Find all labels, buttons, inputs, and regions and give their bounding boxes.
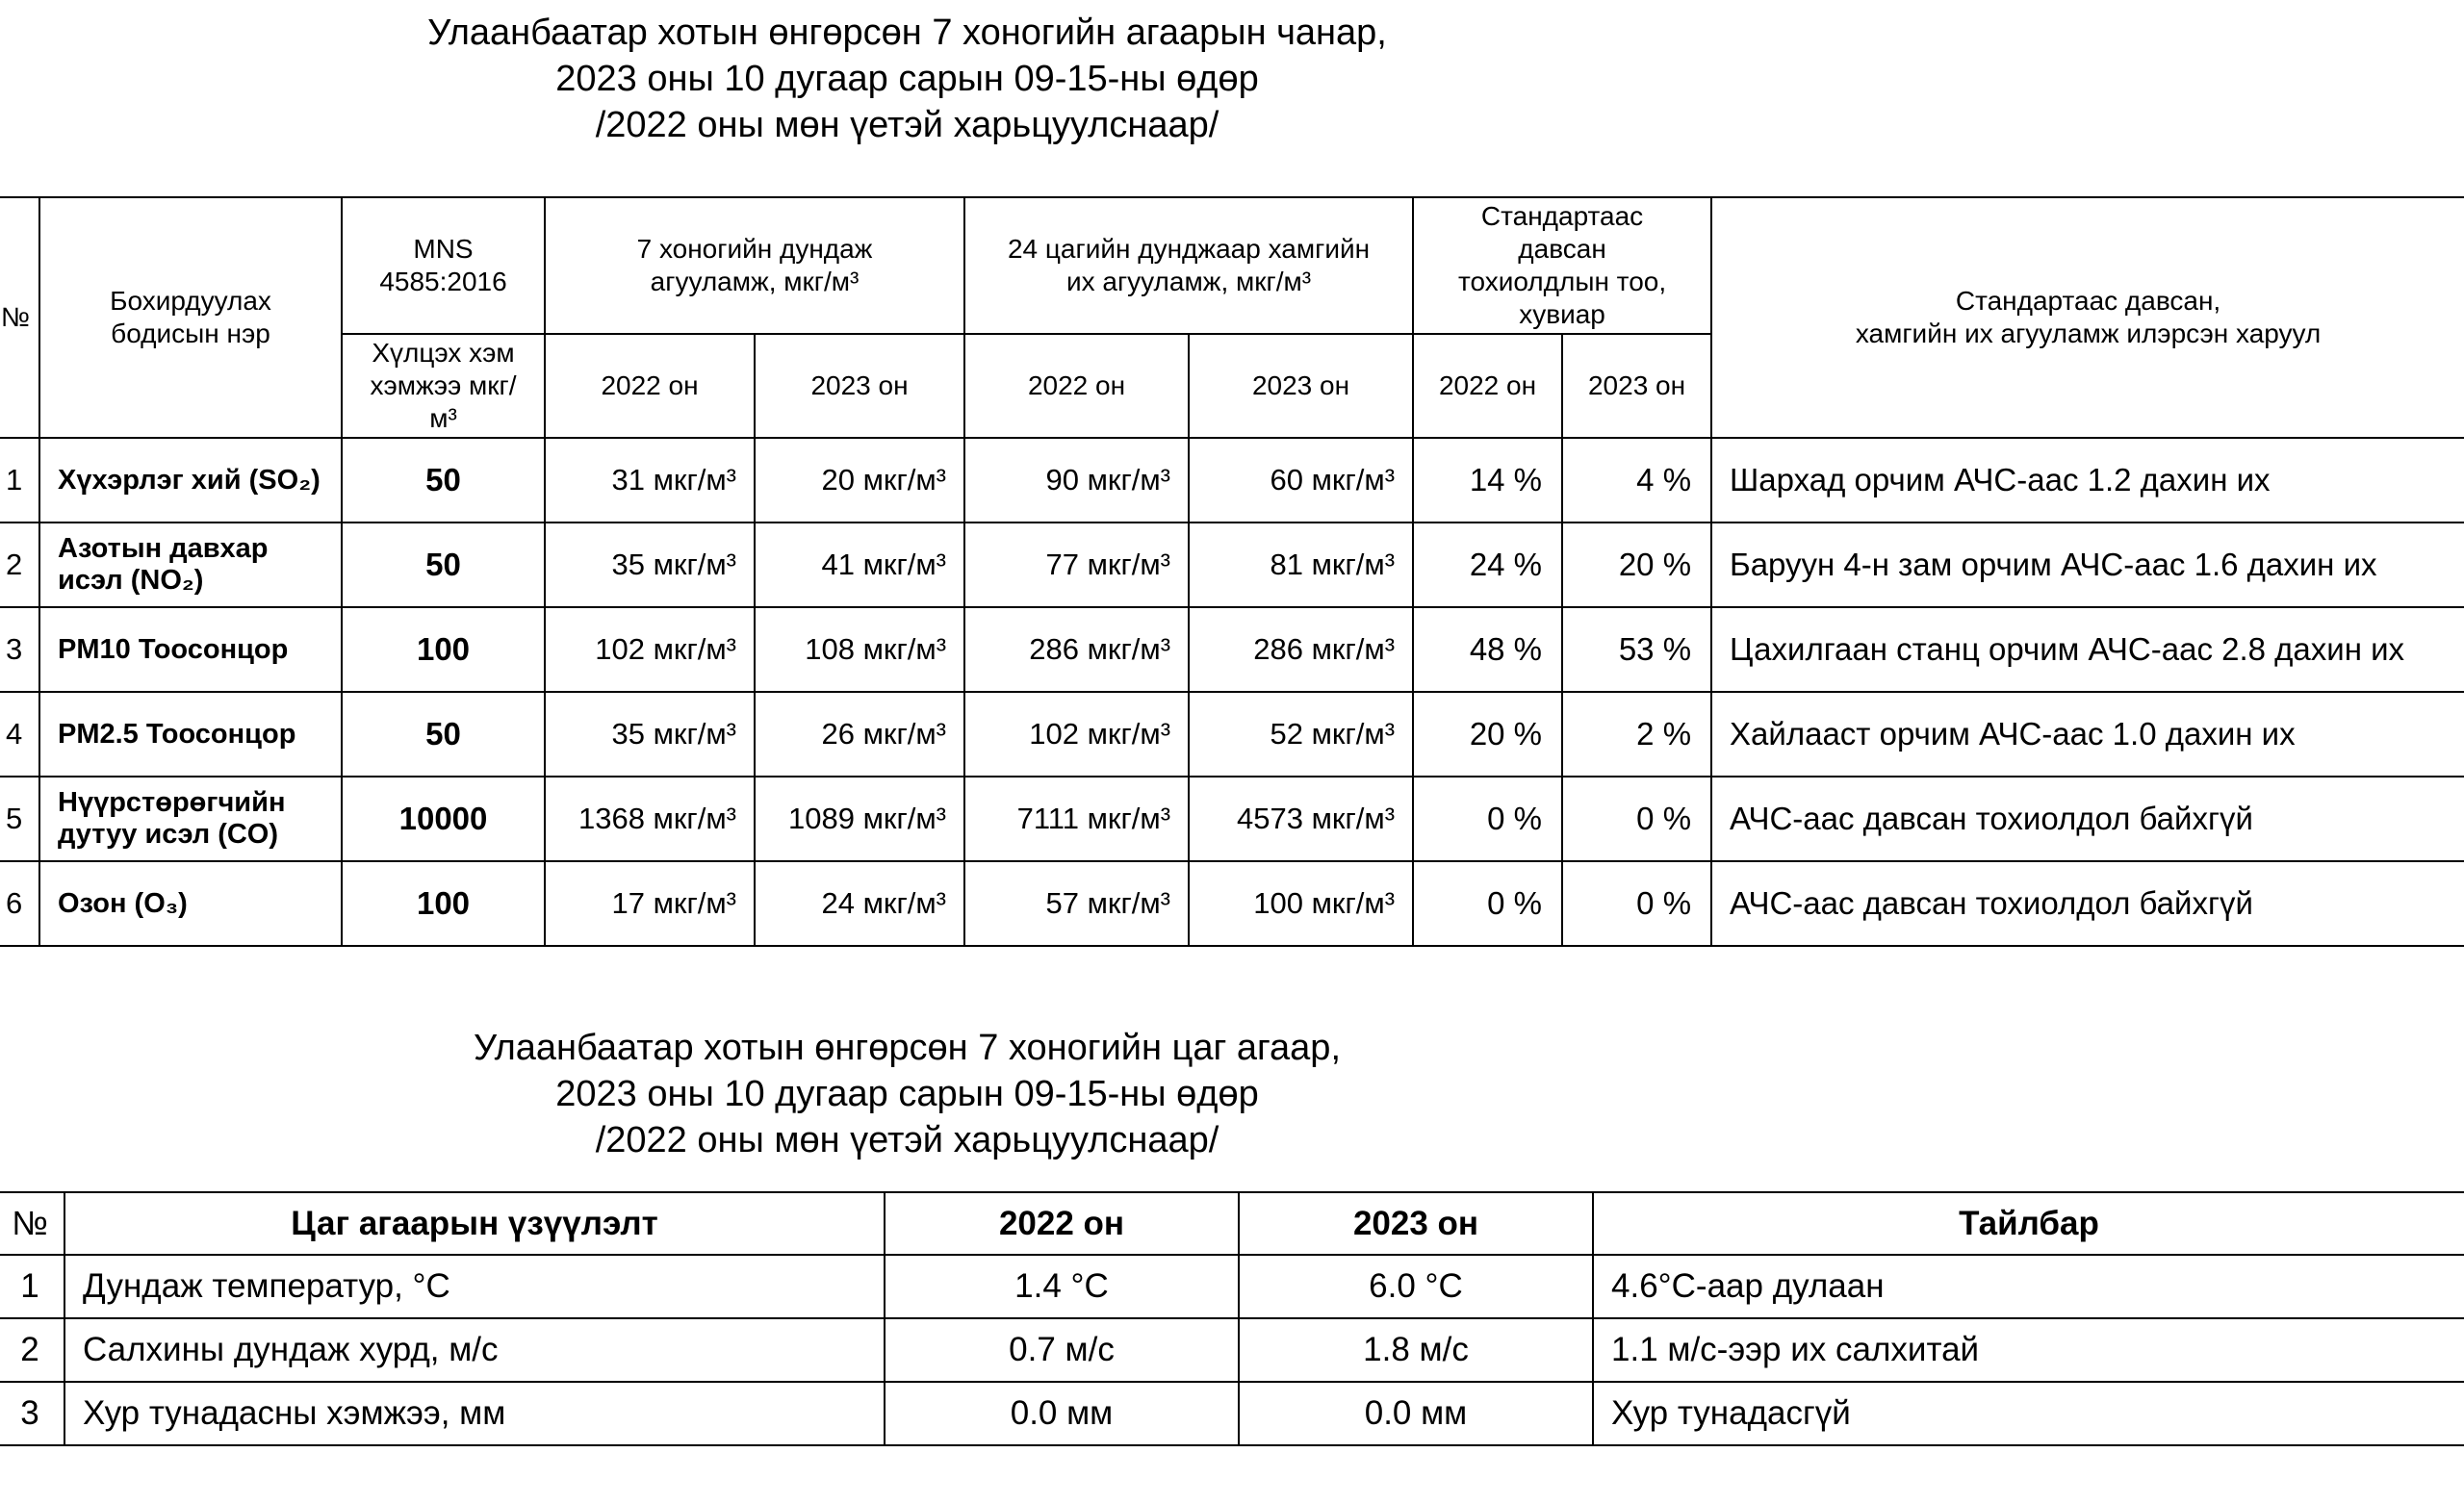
weather-header-2022: 2022 он	[885, 1192, 1239, 1255]
avg-2022: 35 мкг/м³	[545, 692, 755, 777]
pollutant-name: PM2.5 Тоосонцор	[39, 692, 342, 777]
header-pct-2022: 2022 он	[1413, 334, 1562, 438]
exceed-pct-2023: 20 %	[1562, 523, 1711, 607]
pollutant-name: Хүхэрлэг хий (SO₂)	[39, 438, 342, 523]
weather-value-2022: 0.0 мм	[885, 1382, 1239, 1445]
header-max-2022: 2022 он	[964, 334, 1189, 438]
weather-header-note: Тайлбар	[1593, 1192, 2464, 1255]
pollutant-row	[0, 607, 2464, 692]
header-avg-2022: 2022 он	[545, 334, 755, 438]
max-2022: 90 мкг/м³	[964, 438, 1189, 523]
avg-2022: 102 мкг/м³	[545, 607, 755, 692]
max-2023: 60 мкг/м³	[1189, 438, 1413, 523]
avg-2023: 108 мкг/м³	[755, 607, 964, 692]
air-quality-title	[0, 10, 1814, 148]
pollutant-row	[0, 861, 2464, 946]
avg-2022: 35 мкг/м³	[545, 523, 755, 607]
exceed-pct-2022: 20 %	[1413, 692, 1562, 777]
weather-row	[0, 1255, 2464, 1318]
row-number: 4	[0, 692, 39, 777]
header-pollutant	[39, 197, 342, 438]
header-exceed-count	[1413, 197, 1711, 334]
max-2023: 81 мкг/м³	[1189, 523, 1413, 607]
max-2022: 7111 мкг/м³	[964, 777, 1189, 861]
avg-2022: 31 мкг/м³	[545, 438, 755, 523]
row-number: 5	[0, 777, 39, 861]
weather-value-2022: 1.4 °С	[885, 1255, 1239, 1318]
weather-note: 4.6°С-аар дулаан	[1593, 1255, 2464, 1318]
row-number: 2	[0, 523, 39, 607]
weather-header-2023: 2023 он	[1239, 1192, 1593, 1255]
limit-value: 50	[342, 692, 545, 777]
limit-value: 100	[342, 607, 545, 692]
exceed-pct-2022: 0 %	[1413, 777, 1562, 861]
weather-row	[0, 1318, 2464, 1382]
weather-header-indicator: Цаг агаарын үзүүлэлт	[64, 1192, 885, 1255]
air-quality-title-line: /2022 оны мөн үетэй харьцуулснаар/	[595, 105, 1219, 145]
air-quality-header	[0, 197, 2464, 438]
weather-table	[0, 1191, 2464, 1446]
max-2022: 102 мкг/м³	[964, 692, 1189, 777]
weather-row-number: 3	[0, 1382, 64, 1445]
header-max-2023: 2023 он	[1189, 334, 1413, 438]
header-avg-2023: 2023 он	[755, 334, 964, 438]
avg-2022: 1368 мкг/м³	[545, 777, 755, 861]
avg-2023: 41 мкг/м³	[755, 523, 964, 607]
row-number: 1	[0, 438, 39, 523]
weather-title-line: 2023 оны 10 дугаар сарын 09-15-ны өдөр	[555, 1074, 1259, 1114]
air-quality-title-line: Улаанбаатар хотын өнгөрсөн 7 хоногийн агаарын чанар,	[427, 13, 1387, 53]
row-number: 3	[0, 607, 39, 692]
header-daily-max	[964, 197, 1413, 334]
weather-indicator: Хур тунадасны хэмжээ, мм	[64, 1382, 885, 1445]
max-2022: 286 мкг/м³	[964, 607, 1189, 692]
exceed-pct-2023: 0 %	[1562, 861, 1711, 946]
exceed-pct-2023: 4 %	[1562, 438, 1711, 523]
max-2022: 77 мкг/м³	[964, 523, 1189, 607]
exceed-location: АЧС-аас давсан тохиолдол байхгүй	[1711, 861, 2464, 946]
pollutant-name: Нүүрстөрөгчийн дутуу исэл (CO)	[39, 777, 342, 861]
pollutant-row	[0, 523, 2464, 607]
weather-title-line: /2022 оны мөн үетэй харьцуулснаар/	[595, 1120, 1219, 1160]
weather-value-2023: 1.8 м/с	[1239, 1318, 1593, 1382]
limit-value: 50	[342, 523, 545, 607]
weather-indicator: Салхины дундаж хурд, м/с	[64, 1318, 885, 1382]
avg-2023: 24 мкг/м³	[755, 861, 964, 946]
air-quality-body	[0, 438, 2464, 946]
exceed-location: АЧС-аас давсан тохиолдол байхгүй	[1711, 777, 2464, 861]
weather-header-no: №	[0, 1192, 64, 1255]
max-2023: 52 мкг/м³	[1189, 692, 1413, 777]
limit-value: 10000	[342, 777, 545, 861]
avg-2023: 1089 мкг/м³	[755, 777, 964, 861]
weather-note: Хур тунадасгүй	[1593, 1382, 2464, 1445]
weather-row-number: 2	[0, 1318, 64, 1382]
exceed-location: Шархад орчим АЧС-аас 1.2 дахин их	[1711, 438, 2464, 523]
header-exceed-location-line: Стандартаас давсан,	[1955, 286, 2221, 316]
exceed-location: Цахилгаан станц орчим АЧС-аас 2.8 дахин их	[1711, 607, 2464, 692]
header-pct-2023: 2023 он	[1562, 334, 1711, 438]
pollutant-row	[0, 777, 2464, 861]
weather-row-number: 1	[0, 1255, 64, 1318]
exceed-pct-2022: 14 %	[1413, 438, 1562, 523]
pollutant-name: Азотын давхар исэл (NO₂)	[39, 523, 342, 607]
weather-row	[0, 1382, 2464, 1445]
pollutant-row	[0, 438, 2464, 523]
pollutant-name: PM10 Тоосонцор	[39, 607, 342, 692]
header-weekly-avg-text: 7 хоногийн дундаж агууламж, мкг/м³	[636, 234, 873, 296]
weather-value-2022: 0.7 м/с	[885, 1318, 1239, 1382]
header-exceed-count-text: Стандартаас давсан тохиолдлын тоо, хувиар	[1457, 201, 1667, 329]
avg-2023: 20 мкг/м³	[755, 438, 964, 523]
exceed-pct-2023: 53 %	[1562, 607, 1711, 692]
header-limit	[342, 334, 545, 438]
max-2023: 100 мкг/м³	[1189, 861, 1413, 946]
limit-value: 50	[342, 438, 545, 523]
header-mns	[342, 197, 545, 334]
weather-note: 1.1 м/с-ээр их салхитай	[1593, 1318, 2464, 1382]
header-limit-text: Хүлцэх хэм хэмжээ мкг/м³	[370, 338, 517, 433]
max-2022: 57 мкг/м³	[964, 861, 1189, 946]
header-no: №	[0, 197, 39, 438]
exceed-pct-2022: 24 %	[1413, 523, 1562, 607]
pollutant-row	[0, 692, 2464, 777]
avg-2022: 17 мкг/м³	[545, 861, 755, 946]
weather-title-line: Улаанбаатар хотын өнгөрсөн 7 хоногийн цаг агаар,	[473, 1028, 1341, 1068]
max-2023: 4573 мкг/м³	[1189, 777, 1413, 861]
header-exceed-location	[1711, 197, 2464, 438]
exceed-pct-2023: 0 %	[1562, 777, 1711, 861]
exceed-location: Хайлааст орчим АЧС-аас 1.0 дахин их	[1711, 692, 2464, 777]
weather-header	[0, 1192, 2464, 1255]
exceed-pct-2022: 0 %	[1413, 861, 1562, 946]
pollutant-name: Озон (O₃)	[39, 861, 342, 946]
limit-value: 100	[342, 861, 545, 946]
header-mns-line: MNS	[413, 234, 474, 264]
air-quality-table	[0, 196, 2464, 947]
header-exceed-location-line: хамгийн их агууламж илэрсэн харуул	[1855, 319, 2322, 348]
exceed-pct-2022: 48 %	[1413, 607, 1562, 692]
header-weekly-avg	[545, 197, 964, 334]
header-mns-line: 4585:2016	[379, 267, 507, 296]
weather-value-2023: 6.0 °С	[1239, 1255, 1593, 1318]
exceed-pct-2023: 2 %	[1562, 692, 1711, 777]
weather-indicator: Дундаж температур, °С	[64, 1255, 885, 1318]
avg-2023: 26 мкг/м³	[755, 692, 964, 777]
header-pollutant-text: Бохирдуулах бодисын нэр	[110, 286, 271, 348]
exceed-location: Баруун 4-н зам орчим АЧС-аас 1.6 дахин их	[1711, 523, 2464, 607]
weather-value-2023: 0.0 мм	[1239, 1382, 1593, 1445]
air-quality-title-line: 2023 оны 10 дугаар сарын 09-15-ны өдөр	[555, 59, 1259, 99]
weather-body	[0, 1255, 2464, 1445]
row-number: 6	[0, 861, 39, 946]
max-2023: 286 мкг/м³	[1189, 607, 1413, 692]
weather-title	[0, 1025, 1814, 1163]
header-daily-max-text: 24 цагийн дунджаар хамгийн их агууламж, мкг/м³	[1007, 234, 1371, 296]
